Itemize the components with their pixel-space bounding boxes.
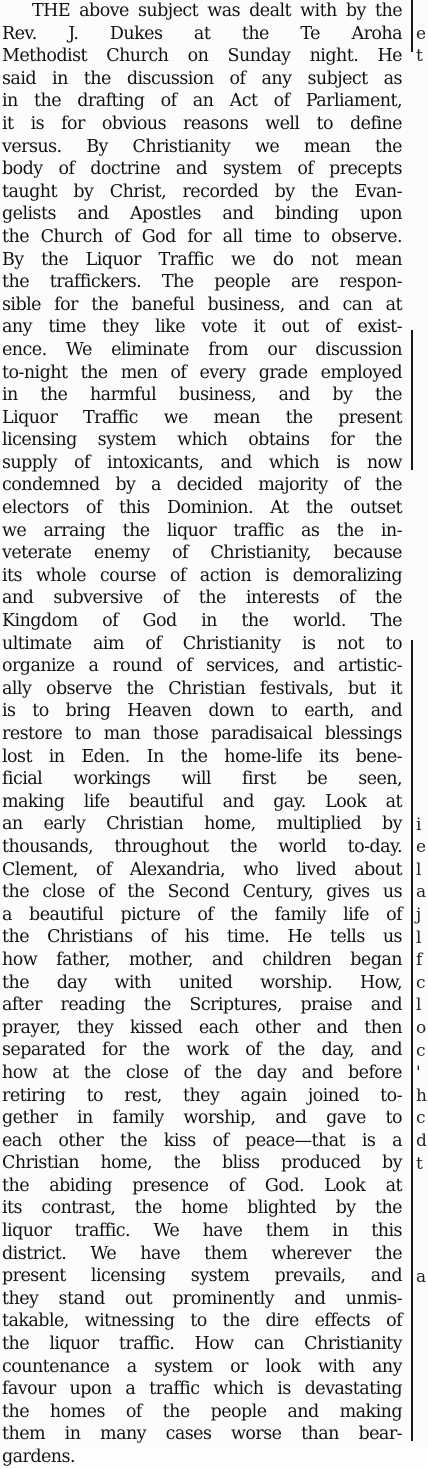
article-line: the homes of the people and making xyxy=(2,1401,402,1422)
article-line: lost in Eden. In the home-life its bene- xyxy=(2,746,402,767)
article-line: the abiding presence of God. Look at xyxy=(2,1175,402,1196)
article-line: ficial workings will first be seen, xyxy=(2,769,402,790)
article-line: Christian home, the bliss produced by xyxy=(2,1153,402,1174)
article-line: it is for obvious reasons well to define xyxy=(2,113,402,134)
article-line: to-night the men of every grade employed xyxy=(2,362,402,383)
article-line: an early Christian home, multiplied by xyxy=(2,814,402,835)
article-line: By the Liquor Traffic we do not mean xyxy=(2,249,402,270)
article-line: its whole course of action is demoralizing xyxy=(2,565,402,586)
article-line: taught by Christ, recorded by the Evan- xyxy=(2,181,402,202)
neighbor-column-char: c xyxy=(416,1108,426,1129)
article-line: its contrast, the home blighted by the xyxy=(2,1198,402,1219)
article-line: the traffickers. The people are respon- xyxy=(2,272,402,293)
article-line: making life beautiful and gay. Look at xyxy=(2,791,402,812)
article-line: supply of intoxicants, and which is now xyxy=(2,452,402,473)
article-line: them in many cases worse than bear- xyxy=(2,1424,402,1445)
article-line: in the drafting of an Act of Parliament, xyxy=(2,91,402,112)
neighbor-column-char: l xyxy=(416,995,422,1016)
article-line: electors of this Dominion. At the outset xyxy=(2,498,402,519)
article-line: thousands, throughout the world to-day. xyxy=(2,836,402,857)
article-line: ally observe the Christian festivals, but it xyxy=(2,678,402,699)
article-line: and subversive of the interests of the xyxy=(2,588,402,609)
article-line: we arraing the liquor traffic as the in- xyxy=(2,520,402,541)
article-line: how at the close of the day and before xyxy=(2,1062,402,1083)
article-line: separated for the work of the day, and xyxy=(2,1040,402,1061)
neighbor-column-char: j xyxy=(416,905,422,925)
article-line: Methodist Church on Sunday night. He xyxy=(2,46,402,67)
neighbor-column-char: c xyxy=(416,972,426,993)
neighbor-column-char: e xyxy=(416,23,427,44)
article-line: district. We have them wherever the xyxy=(2,1243,402,1264)
article-line: versus. By Christianity we mean the xyxy=(2,136,402,157)
article-line: the Church of God for all time to observe. xyxy=(2,226,402,247)
neighbor-column-char: a xyxy=(416,882,427,903)
neighbor-column-char: l xyxy=(416,859,422,880)
neighbor-column-char: d xyxy=(416,1131,427,1151)
article-line: present licensing system prevails, and xyxy=(2,1266,402,1287)
article-line: sible for the baneful business, and can at xyxy=(2,294,402,315)
article-line: the liquor traffic. How can Christianity xyxy=(2,1334,402,1355)
article-line: the day with united worship. How, xyxy=(2,972,402,993)
article-line: the Christians of his time. He tells us xyxy=(2,927,402,948)
neighbor-column-char: o xyxy=(416,1018,427,1038)
article-line: after reading the Scriptures, praise and xyxy=(2,995,402,1016)
neighbor-column-char: f xyxy=(416,950,423,971)
neighbor-column-char: h xyxy=(416,1085,427,1106)
neighbor-column-fragment xyxy=(413,0,428,1441)
article-line: ence. We eliminate from our discussion xyxy=(2,339,402,360)
article-line: liquor traffic. We have them in this xyxy=(2,1221,402,1242)
neighbor-column-char: a xyxy=(416,1266,427,1287)
article-line: licensing system which obtains for the xyxy=(2,430,402,451)
article-line: veterate enemy of Christianity, because xyxy=(2,543,402,564)
article-line: gardens. xyxy=(2,1447,75,1467)
article-line: any time they like vote it out of exist- xyxy=(2,317,402,338)
neighbor-column-char: t xyxy=(416,46,423,67)
article-line: gether in family worship, and gave to xyxy=(2,1108,402,1129)
article-line: said in the discussion of any subject as xyxy=(2,68,402,89)
neighbor-column-char: t xyxy=(416,1153,423,1174)
article-line: takable, witnessing to the dire effects of xyxy=(2,1311,402,1332)
neighbor-column-char: e xyxy=(416,837,427,858)
article-line: restore to man those paradisaical blessings xyxy=(2,724,402,744)
article-line: body of doctrine and system of precepts xyxy=(2,159,402,180)
article-line: Clement, of Alexandria, who lived about xyxy=(2,859,402,880)
neighbor-column-char: l xyxy=(416,927,422,948)
neighbor-column-char: i xyxy=(416,814,422,835)
article-line: gelists and Apostles and binding upon xyxy=(2,204,402,225)
article-line: how father, mother, and children began xyxy=(2,949,402,970)
article-line: retiring to rest, they again joined to- xyxy=(2,1085,402,1106)
article-line: a beautiful picture of the family life of xyxy=(2,904,402,925)
article-line: is to bring Heaven down to earth, and xyxy=(2,701,402,722)
neighbor-column-char: c xyxy=(416,1040,426,1061)
article-line: the close of the Second Century, gives us xyxy=(2,882,402,903)
article-line: Kingdom of God in the world. The xyxy=(2,611,402,632)
article-line: organize a round of services, and artistic- xyxy=(2,656,402,677)
article-line: Liquor Traffic we mean the present xyxy=(2,407,402,428)
article-line: prayer, they kissed each other and then xyxy=(2,1017,402,1038)
article-line: in the harmful business, and by the xyxy=(2,385,402,406)
article-line: Rev. J. Dukes at the Te Aroha xyxy=(2,23,402,44)
article-line: favour upon a traffic which is devastating xyxy=(2,1379,402,1400)
article-line: each other the kiss of peace—that is a xyxy=(2,1130,402,1151)
article-line: countenance a system or look with any xyxy=(2,1356,402,1377)
article-line: they stand out prominently and unmis- xyxy=(2,1288,402,1309)
article-column xyxy=(2,0,402,1469)
article-line: ultimate aim of Christianity is not to xyxy=(2,633,402,654)
neighbor-column-char: ' xyxy=(416,1063,421,1084)
article-line: THE above subject was dealt with by the xyxy=(32,1,402,21)
article-line: condemned by a decided majority of the xyxy=(2,475,402,496)
